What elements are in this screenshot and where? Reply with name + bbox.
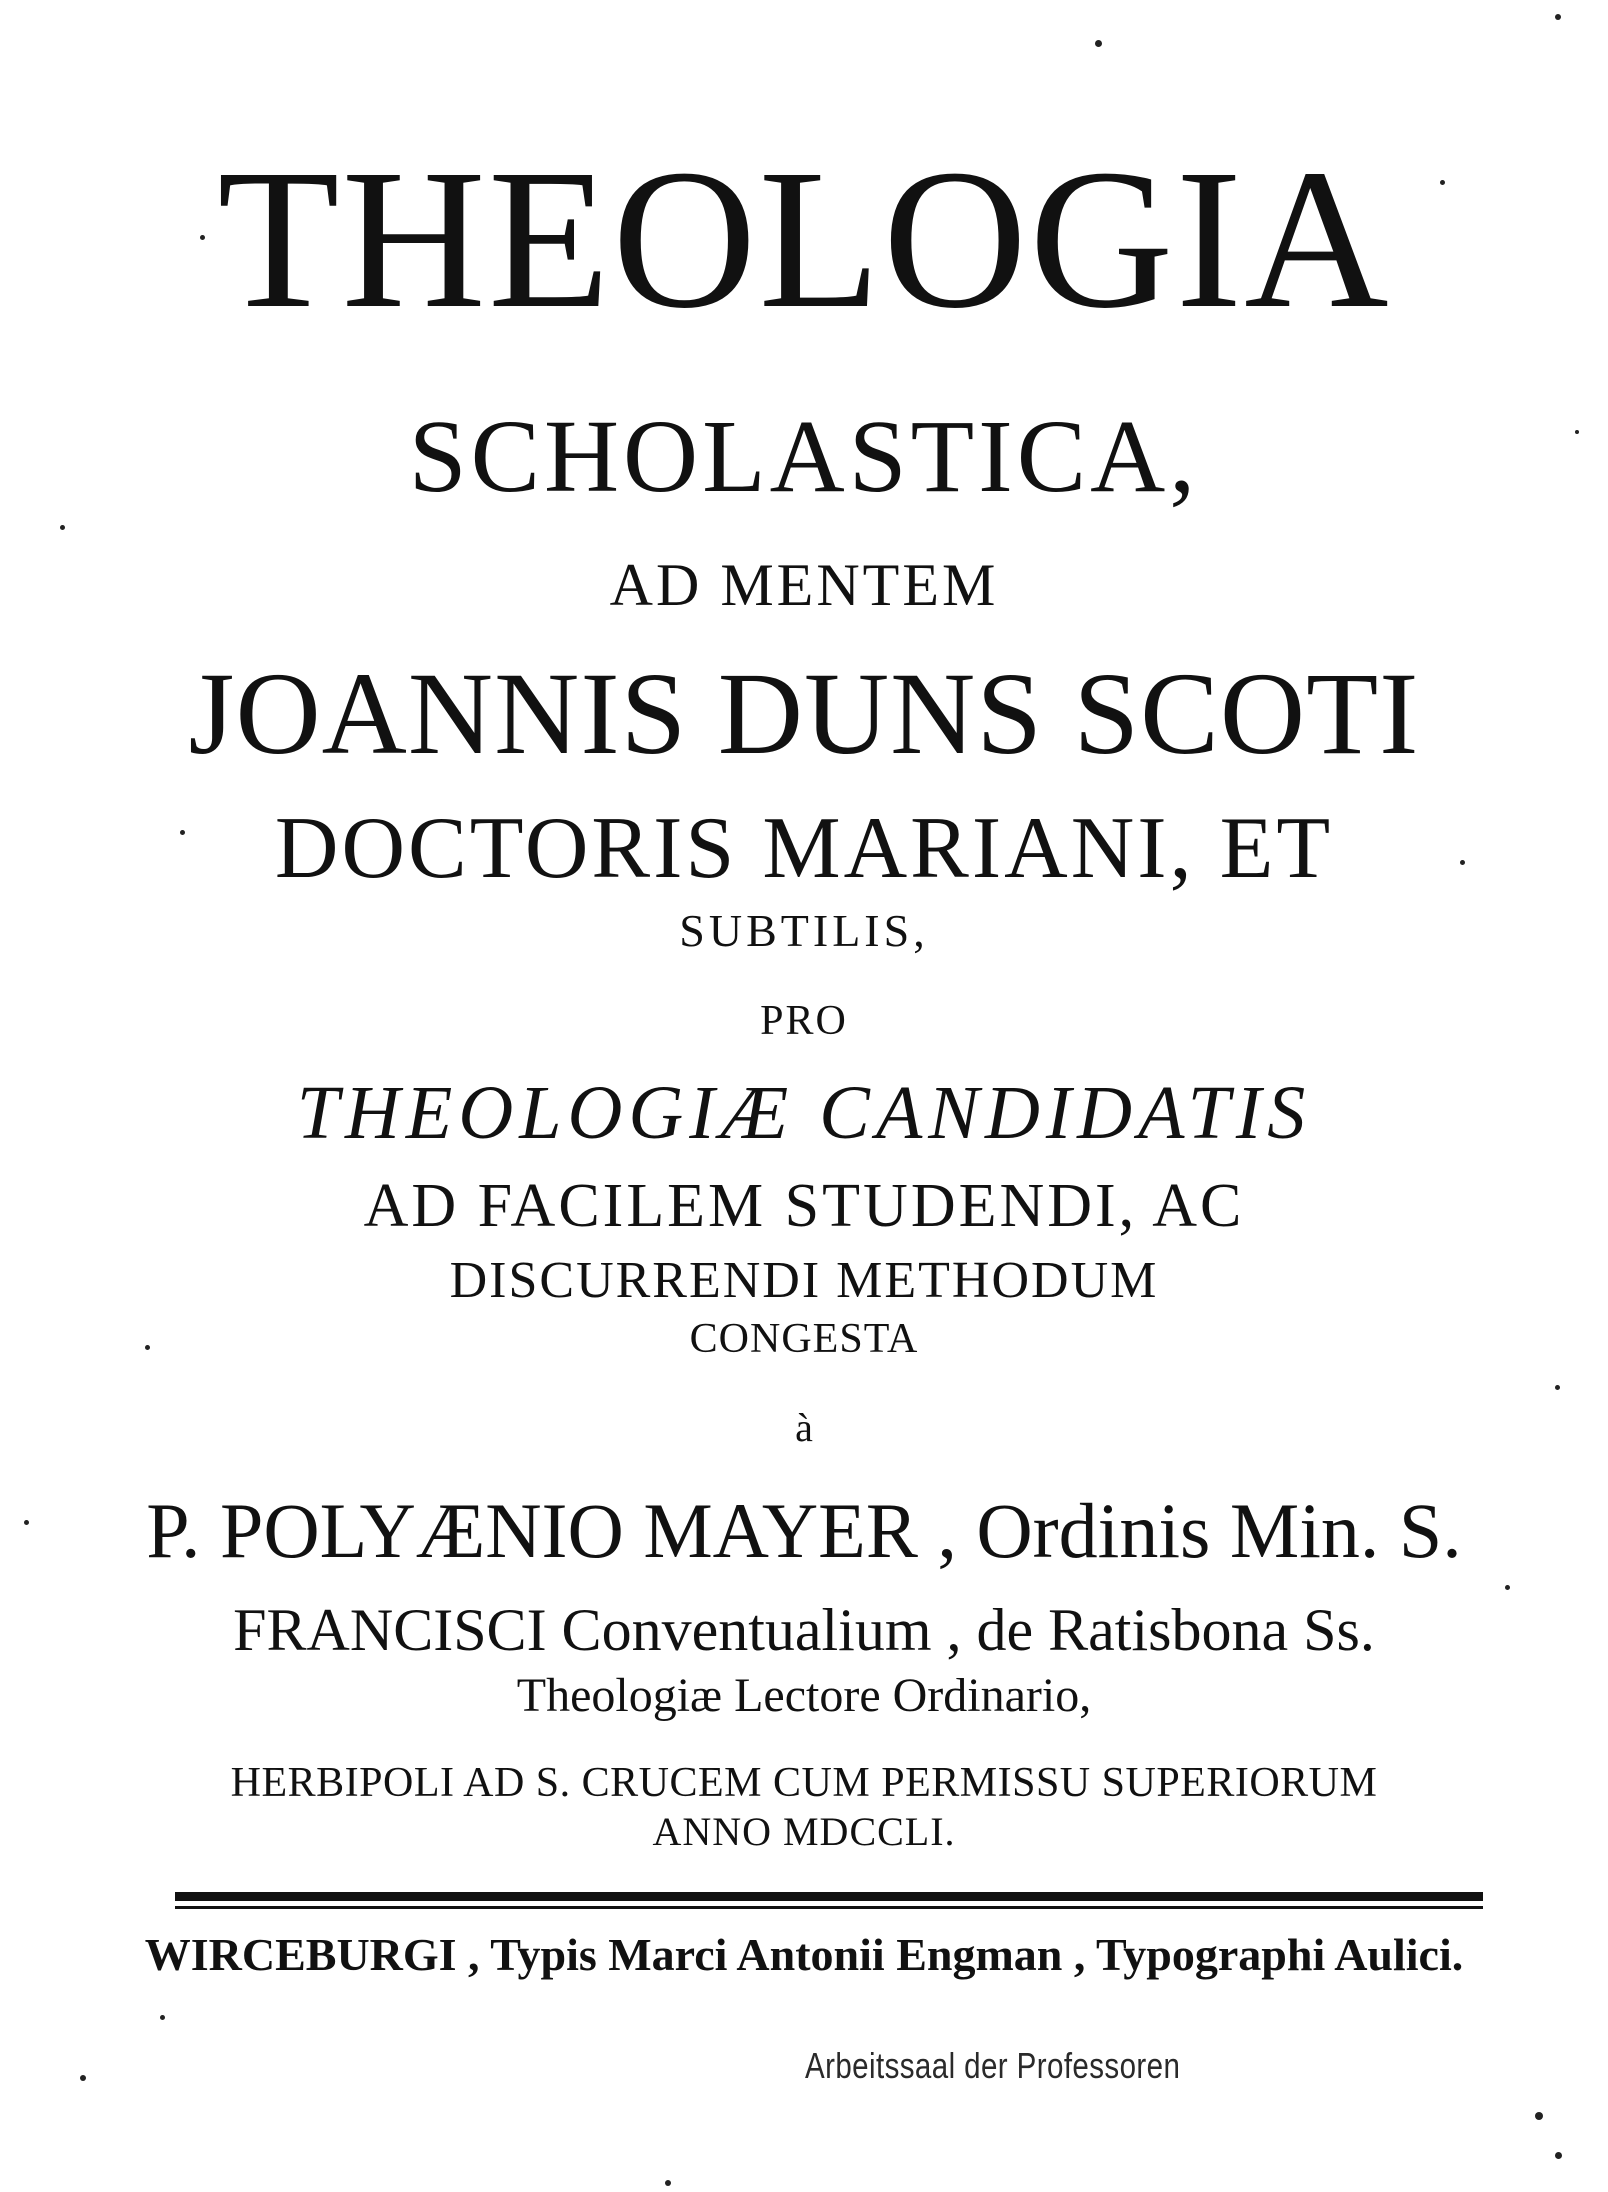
speck bbox=[60, 525, 65, 530]
speck bbox=[80, 2075, 86, 2081]
doctoris-line: DOCTORIS MARIANI, ET bbox=[274, 800, 1334, 897]
subtilis-line: SUBTILIS, bbox=[679, 905, 929, 956]
speck bbox=[1555, 14, 1561, 20]
anno-line: ANNO MDCCLI. bbox=[652, 1809, 956, 1854]
pro-line: PRO bbox=[760, 998, 848, 1044]
speck bbox=[1535, 2112, 1543, 2120]
speck bbox=[1505, 1585, 1510, 1590]
speck bbox=[665, 2180, 671, 2186]
ad-facilem-line: AD FACILEM STUDENDI, AC bbox=[363, 1172, 1245, 1240]
speck bbox=[1095, 40, 1102, 47]
speck bbox=[24, 1520, 29, 1525]
author-line: P. POLYÆNIO MAYER , Ordinis Min. S. bbox=[146, 1487, 1462, 1574]
speck bbox=[145, 1345, 150, 1350]
a-line: à bbox=[795, 1405, 813, 1450]
imprint-line: WIRCEBURGI , Typis Marci Antonii Engman , Typographi Aulici. bbox=[144, 1929, 1464, 1980]
speck bbox=[200, 235, 205, 240]
book-title: THEOLOGIA bbox=[217, 129, 1391, 350]
ad-mentem-line: AD MENTEM bbox=[609, 552, 999, 618]
candidatis-line: THEOLOGIÆ CANDIDATIS bbox=[296, 1071, 1312, 1155]
duns-scotus-line: JOANNIS DUNS SCOTI bbox=[188, 648, 1420, 779]
francisci-line: FRANCISCI Conventualium , de Ratisbona Ss. bbox=[233, 1597, 1375, 1663]
speck bbox=[1555, 1385, 1560, 1390]
speck bbox=[1555, 2152, 1562, 2159]
congesta-line: CONGESTA bbox=[689, 1316, 919, 1362]
speck bbox=[160, 2015, 165, 2020]
library-stamp: Arbeitssaal der Professoren bbox=[805, 2045, 1181, 2086]
herbipoli-line: HERBIPOLI AD S. CRUCEM CUM PERMISSU SUPERIORUM bbox=[230, 1760, 1378, 1806]
speck bbox=[180, 830, 185, 835]
speck bbox=[1460, 860, 1465, 865]
separator-rule-thick bbox=[175, 1892, 1483, 1901]
book-subtitle: SCHOLASTICA, bbox=[408, 399, 1200, 514]
lectore-line: Theologiæ Lectore Ordinario, bbox=[516, 1669, 1092, 1722]
separator-rule-thin bbox=[175, 1906, 1483, 1909]
speck bbox=[1440, 180, 1445, 185]
speck bbox=[1575, 430, 1579, 434]
discurrendi-line: DISCURRENDI METHODUM bbox=[449, 1252, 1159, 1309]
